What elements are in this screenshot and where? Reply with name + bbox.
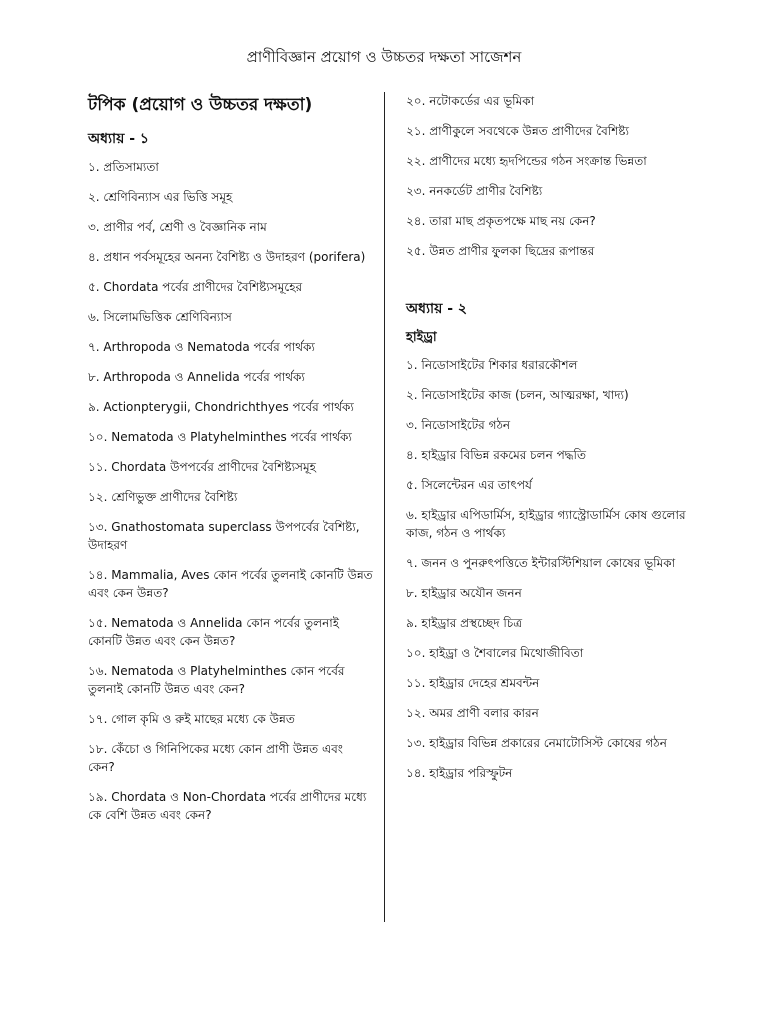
list-item: ১৭. গোল কৃমি ও রুই মাছের মধ্যে কে উন্নত bbox=[88, 712, 295, 726]
list-item: ৯. Actionpterygii, Chondrichthyes পর্বের পার্থক্য bbox=[88, 400, 354, 414]
list-item: ১. নিডোসাইটের শিকার ধরারকৌশল bbox=[406, 358, 578, 372]
list-item: ৮. হাইড্রার অযৌন জনন bbox=[406, 586, 522, 600]
list-item: ১৯. Chordata ও Non-Chordata পর্বের প্রাণীদের মধ্যে কে বেশি উন্নত এবং কেন? bbox=[88, 790, 367, 822]
list-item: ২৫. উন্নত প্রাণীর ফুলকা ছিদ্রের রূপান্তর bbox=[406, 244, 595, 258]
list-item: ১৫. Nematoda ও Annelida কোন পর্বের তুলনাই কোনটি উন্নত এবং কেন উন্নত? bbox=[88, 616, 339, 648]
page-title: প্রাণীবিজ্ঞান প্রয়োগ ও উচ্চতর দক্ষতা সাজেশন bbox=[246, 48, 522, 66]
list-item: ১১. Chordata উপপর্বের প্রাণীদের বৈশিষ্ট্যসমূহ bbox=[88, 460, 316, 474]
list-item: ৬. সিলোমভিত্তিক শ্রেণিবিন্যাস bbox=[88, 310, 232, 324]
list-item: ১৩. Gnathostomata superclass উপপর্বের বৈশিষ্ট্য, উদাহরণ bbox=[88, 520, 360, 552]
list-item: ১০. Nematoda ও Platyhelminthes পর্বের পার্থক্য bbox=[88, 430, 352, 444]
list-item: ৪. হাইড্রার বিভিন্ন রকমের চলন পদ্ধতি bbox=[406, 448, 586, 462]
list-item: ১৪. Mammalia, Aves কোন পর্বের তুলনাই কোনটি উন্নত এবং কেন উন্নত? bbox=[88, 568, 373, 600]
list-item: ১১. হাইড্রার দেহের শ্রমবন্টন bbox=[406, 676, 540, 690]
chapter-1-heading: অধ্যায় - ১ bbox=[88, 131, 149, 147]
right-column bbox=[406, 92, 686, 794]
list-item: ৬. হাইড্রার এপিডার্মিস, হাইড্রার গ্যাস্ট্রোডার্মিস কোষ গুলোর কাজ, গঠন ও পার্থক্য bbox=[406, 508, 686, 540]
list-item: ৮. Arthropoda ও Annelida পর্বের পার্থক্য bbox=[88, 370, 305, 384]
column-divider bbox=[384, 92, 385, 922]
list-item: ৩. নিডোসাইটের গঠন bbox=[406, 418, 511, 432]
chapter-1-list bbox=[88, 158, 373, 824]
list-item: ৪. প্রধান পর্বসমূহের অনন্য বৈশিষ্ট্য ও উদাহরণ (porifera) bbox=[88, 250, 366, 264]
section-spacer bbox=[406, 272, 686, 298]
list-item: ২৪. তারা মাছ প্রকৃতপক্ষে মাছ নয় কেন? bbox=[406, 214, 596, 228]
list-item: ৫. Chordata পর্বের প্রাণীদের বৈশিষ্ট্যসমূহের bbox=[88, 280, 303, 294]
list-item: ১৮. কেঁচো ও গিনিপিকের মধ্যে কোন প্রাণী উন্নত এবং কেন? bbox=[88, 742, 343, 774]
list-item: ১২. অমর প্রাণী বলার কারন bbox=[406, 706, 539, 720]
left-column bbox=[88, 92, 373, 836]
list-item: ২৩. ননকর্ডেট প্রাণীর বৈশিষ্ট্য bbox=[406, 184, 543, 198]
list-item: ৫. সিলেন্টেরন এর তাৎপর্য bbox=[406, 478, 532, 492]
topic-heading: টপিক (প্রয়োগ ও উচ্চতর দক্ষতা) bbox=[88, 95, 313, 115]
chapter-1-list-continued bbox=[406, 92, 686, 260]
list-item: ৭. জনন ও পুনরুৎপত্তিতে ইন্টারস্টিশিয়াল কোষের ভূমিকা bbox=[406, 556, 676, 570]
list-item: ১৪. হাইড্রার পরিস্ফুটন bbox=[406, 766, 513, 780]
list-item: ২. নিডোসাইটের কাজ (চলন, আত্মরক্ষা, খাদ্য) bbox=[406, 388, 629, 402]
list-item: ৯. হাইড্রার প্রস্থচ্ছেদ চিত্র bbox=[406, 616, 523, 630]
list-item: ১০. হাইড্রা ও শৈবালের মিথোজীবিতা bbox=[406, 646, 584, 660]
hydra-subheading: হাইড্রা bbox=[406, 330, 437, 345]
list-item: ১. প্রতিসাম্যতা bbox=[88, 160, 159, 174]
list-item: ১২. শ্রেণিভুক্ত প্রাণীদের বৈশিষ্ট্য bbox=[88, 490, 238, 504]
list-item: ১৬. Nematoda ও Platyhelminthes কোন পর্বের তুলনাই কোনটি উন্নত এবং কেন? bbox=[88, 664, 345, 696]
list-item: ২০. নটোকর্ডের এর ভূমিকা bbox=[406, 94, 535, 108]
list-item: ১৩. হাইড্রার বিভিন্ন প্রকারের নেমাটোসিস্ট কোষের গঠন bbox=[406, 736, 667, 750]
list-item: ৭. Arthropoda ও Nematoda পর্বের পার্থক্য bbox=[88, 340, 315, 354]
list-item: ৩. প্রাণীর পর্ব, শ্রেণী ও বৈজ্ঞানিক নাম bbox=[88, 220, 267, 234]
chapter-2-list bbox=[406, 356, 686, 782]
list-item: ২১. প্রাণীকুলে সবথেকে উন্নত প্রাণীদের বৈশিষ্ট্য bbox=[406, 124, 629, 138]
chapter-2-heading: অধ্যায় - ২ bbox=[406, 301, 467, 317]
list-item: ২. শ্রেণিবিন্যাস এর ভিত্তি সমূহ bbox=[88, 190, 233, 204]
list-item: ২২. প্রাণীদের মধ্যে হৃদপিন্ডের গঠন সংক্রান্ত ভিন্নতা bbox=[406, 154, 647, 168]
